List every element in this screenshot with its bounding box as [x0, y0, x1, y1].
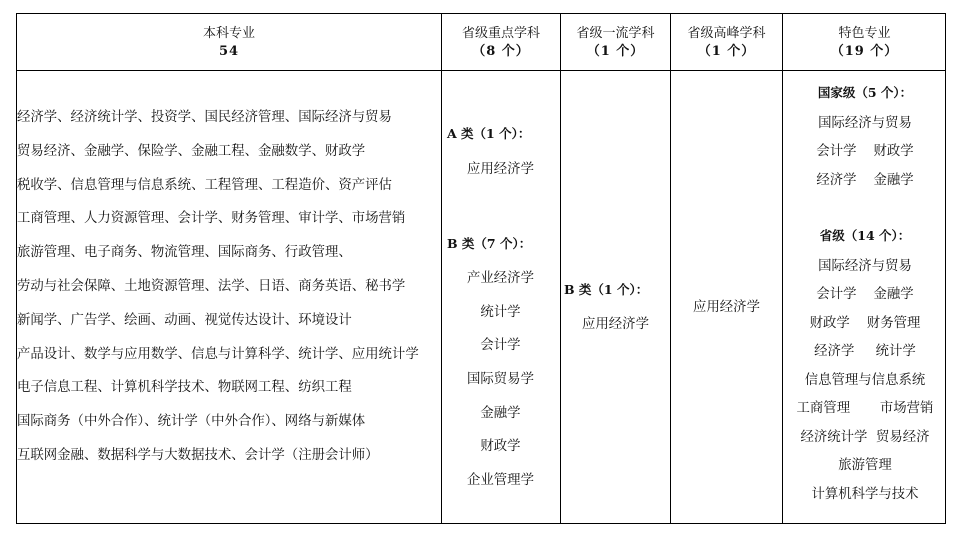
header-peak-title: 省级高峰学科: [687, 25, 766, 41]
list-item: 互联网金融、数据科学与大数据技术、会计学（注册会计师）: [17, 447, 379, 463]
header-key-count: （8 个）: [472, 43, 530, 59]
header-firstclass: [561, 14, 670, 71]
header-peak-count: （1 个）: [697, 43, 756, 59]
header-undergrad: [17, 14, 441, 71]
list-item: 企业管理学: [467, 473, 534, 488]
header-undergrad-count: 54: [218, 43, 240, 59]
list-item: 工商管理 市场营销: [796, 401, 934, 416]
list-item: 应用经济学: [467, 162, 534, 177]
list-item: 产品设计、数学与应用数学、信息与计算科学、统计学、应用统计学: [17, 346, 419, 362]
list-item: 国际经济与贸易: [818, 259, 912, 274]
list-item: 经济学 统计学: [814, 344, 916, 359]
list-item: 工商管理、人力资源管理、会计学、财务管理、审计学、市场营销: [17, 211, 406, 227]
list-item: 旅游管理、电子商务、物流管理、国际商务、行政管理、: [17, 245, 352, 261]
column-divider: [560, 14, 561, 523]
list-item: 统计学: [480, 305, 521, 320]
category-a-label: A 类（1 个）：: [447, 126, 531, 141]
header-undergrad-title: 本科专业: [202, 25, 255, 41]
header-peak: [671, 14, 782, 71]
list-item: 国际贸易学: [467, 372, 534, 387]
list-item: 国际经济与贸易: [818, 116, 912, 131]
list-item: 电子信息工程、计算机科学技术、物联网工程、纺织工程: [17, 380, 352, 396]
list-item: 应用经济学: [693, 300, 760, 315]
header-featured: [783, 14, 946, 71]
list-item: 会计学: [480, 338, 521, 353]
list-item: 财政学 财务管理: [809, 316, 921, 331]
list-item: 劳动与社会保障、土地资源管理、法学、日语、商务英语、秘书学: [17, 278, 406, 294]
list-item: 会计学 财政学: [816, 144, 914, 159]
header-firstclass-count: （1 个）: [586, 43, 645, 59]
list-item: 会计学 金融学: [816, 287, 914, 302]
list-item: 贸易经济、金融学、保险学、金融工程、金融数学、财政学: [17, 143, 366, 159]
list-item: 经济统计学 贸易经济: [800, 430, 930, 445]
category-b-label: B 类（7 个）：: [447, 236, 532, 251]
header-firstclass-title: 省级一流学科: [576, 25, 655, 41]
list-item: 产业经济学: [467, 271, 534, 286]
header-featured-title: 特色专业: [838, 25, 891, 41]
list-item: 金融学: [480, 406, 521, 421]
list-item: 经济学、经济统计学、投资学、国民经济管理、国际经济与贸易: [17, 110, 392, 125]
list-item: 经济学 金融学: [816, 173, 914, 188]
list-item: 应用经济学: [582, 317, 649, 332]
national-level-label: 国家级（5 个）：: [817, 85, 913, 100]
list-item: 国际商务（中外合作）、统计学（中外合作）、网络与新媒体: [17, 414, 366, 430]
list-item: 计算机科学与技术: [811, 487, 919, 502]
majors-table: [16, 13, 946, 524]
category-b-label: B 类（1 个）：: [564, 282, 649, 297]
list-item: 旅游管理: [838, 458, 892, 473]
header-key-title: 省级重点学科: [461, 25, 540, 41]
column-divider: [670, 14, 671, 523]
header-key-disciplines: [442, 14, 560, 71]
list-item: 税收学、信息管理与信息系统、工程管理、工程造价、资产评估: [17, 177, 392, 193]
header-featured-count: （19 个）: [830, 43, 899, 59]
list-item: 信息管理与信息系统: [804, 373, 926, 388]
undergrad-majors-list: [17, 72, 441, 473]
list-item: 财政学: [480, 439, 521, 454]
provincial-level-label: 省级（14 个）：: [819, 228, 911, 243]
list-item: 新闻学、广告学、绘画、动画、视觉传达设计、环境设计: [17, 312, 352, 328]
